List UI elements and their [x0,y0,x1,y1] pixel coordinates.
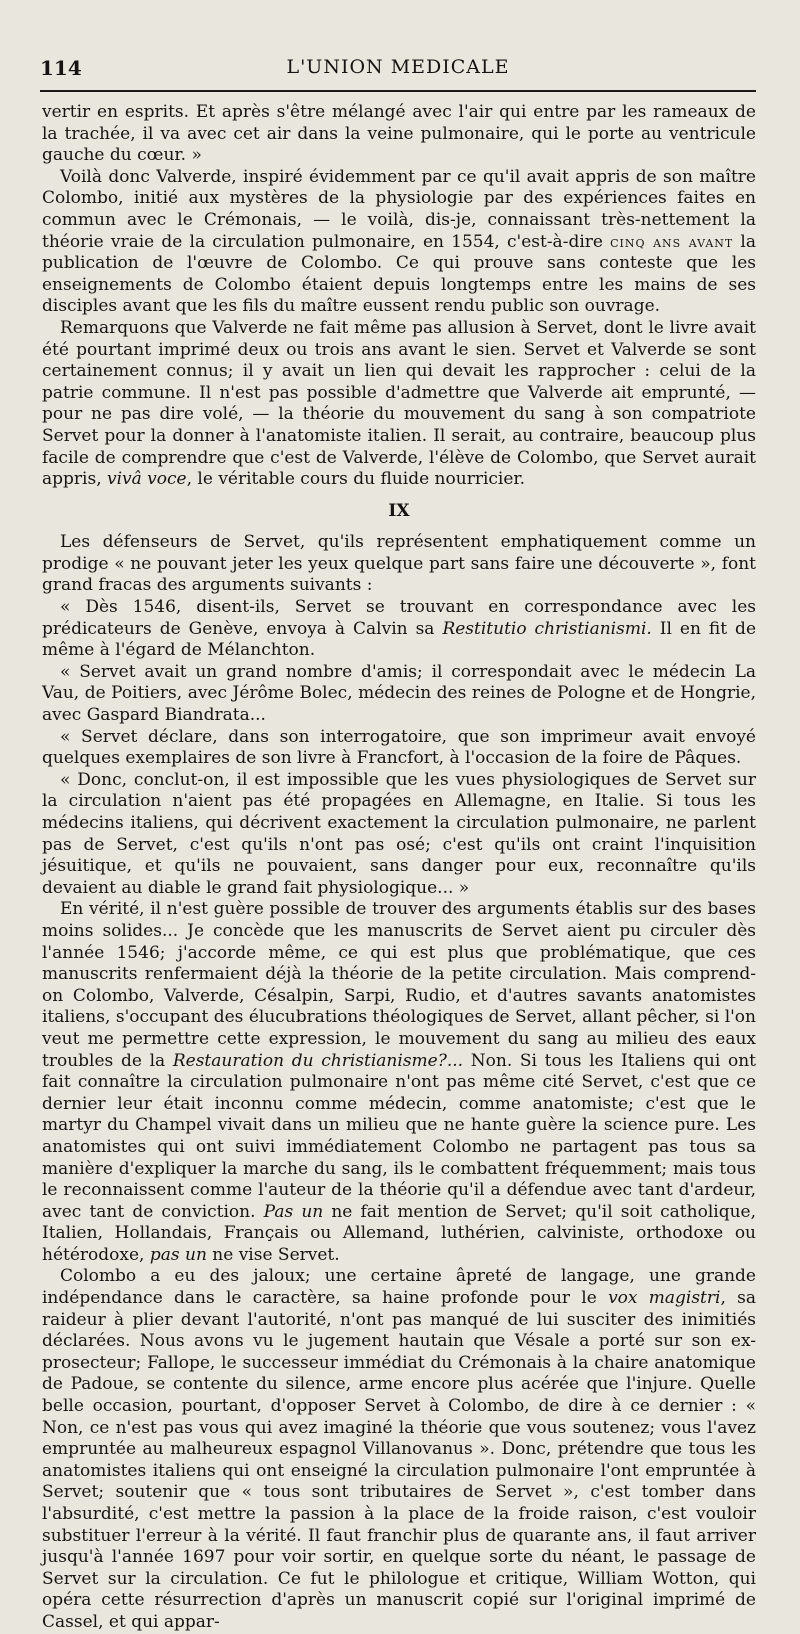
text-run: ne fait mention de Servet; qu'il soit catholique, Italien, Hollandais, Français ou Allemand, luthérien, calviniste, orthodoxe ou hétérodoxe, [42,1201,756,1265]
text-run: « Dès 1546, disent-ils, Servet se trouvant en correspondance avec les prédicateurs de Genève, envoya à Calvin sa [42,597,756,639]
header-rule [40,90,756,92]
text-run: Remarquons que Valverde ne fait même pas allusion à Servet, dont le livre avait été pourtant imprimé deux ou trois ans avant le sien. Servet et Valverde se sont certainement connus; il y avait un lien qui devait les rapprocher : celui de la patrie commune. Il n'est pas possible d'admettre que Valverde ait emprunté, — pour ne pas dire volé, — la théorie du mouvement du sang à son compatriote Servet pour la donner à l'anatomiste italien. Il serait, au contraire, beaucoup plus facile de comprendre que c'est de Valverde, l'élève de Colombo, que Servet aurait appris, [42,317,756,490]
text-run: « Servet déclare, dans son interrogatoire, que son imprimeur avait envoyé quelques exemplaires de son livre à Francfort, à l'occasion de la foire de Pâques. [42,726,756,769]
paragraph [42,318,756,491]
text-run: Les défenseurs de Servet, qu'ils représentent emphatiquement comme un prodige « ne pouvant jeter les yeux quelque part sans faire une découverte », font grand fracas des arguments suivants : [42,532,756,596]
small-caps-phrase: cinq ans avant [610,232,734,251]
text-run: Non. Si tous les Italiens qui ont fait connaître la circulation pulmonaire n'ont pas même cité Servet, c'est que ce dernier leur était inconnu comme médecin, comme anatomiste; c'est que le martyr du Champel vivait dans un milieu que ne hante guère la science pure. Les anatomistes qui ont suivi immédiatement Colombo ne partagent pas tous sa manière d'expliquer la marche du sang, ils le combattent fréquemment; mais tous le reconnaissent comme l'auteur de la théorie qu'il a défendue avec tant d'ardeur, avec tant de conviction. [42,1050,756,1222]
italic-phrase: vox magistri [608,1288,721,1309]
text-run: Colombo a eu des jaloux; une certaine âpreté de langage, une grande indépendance dans le caractère, sa haine profonde pour le [42,1266,756,1309]
paragraph [42,102,756,167]
text-run: , le véritable cours du fluide nourricier. [186,469,526,490]
text-run: En vérité, il n'est guère possible de trouver des arguments établis sur des bases moins solides... Je concède que les manuscrits de Servet aient pu circuler dès l'année 1546; j'accorde même, ce qui est plus que problématique, que ces manuscrits renfermaient déjà la théorie de la petite circulation. Mais comprend-on Colombo, Valverde, Césalpin, Sarpi, Rudio, et d'autres savants anatomistes italiens, s'occupant des élucubrations théologiques de Servet, allant pêcher, si l'on veut me permettre cette expression, le mouvement du sang au milieu des eaux troubles de la [42,899,756,1071]
paragraph [42,727,756,770]
section-heading: IX [388,500,410,521]
running-title: L'UNION MEDICALE [286,56,510,78]
article-body [42,102,756,1634]
text-run: Il en fit de même à l'égard de Mélanchton. [42,618,756,661]
paragraph [42,662,756,727]
italic-phrase: Restauration du christianisme?... [172,1050,464,1071]
text-run: la publication de l'œuvre de Colombo. Ce qui prouve sans conteste que les enseignements de Colombo étaient depuis longtemps entre les mains de ses disciples avant que les fils du maître eussent rendu public son ouvrage. [42,231,757,317]
paragraph [42,899,756,1266]
page-header [40,56,756,84]
italic-phrase: pas un [149,1244,207,1265]
italic-phrase: Restitutio christianismi. [442,618,652,639]
text-run: , sa raideur à plier devant l'autorité, n'ont pas manqué de lui susciter des inimitiés déclarées. Nous avons vu le jugement hautain que Vésale a porté sur son ex-prosecteur; Fallope, le successeur immédiat du Crémonais à la chaire anatomique de Padoue, se contente du silence, arme encore plus acérée que l'injure. Quelle belle occasion, pourtant, d'opposer Servet à Colombo, de dire à ce dernier : « Non, ce n'est pas vous qui avez imaginé la théorie que vous soutenez; vous l'avez empruntée au malheureux espagnol Villanovanus ». Donc, prétendre que tous les anatomistes italiens qui ont enseigné la circulation pulmonaire l'ont empruntée à Servet; soutenir que « tous sont tributaires de Servet », c'est tomber dans l'absurdité, c'est mettre la passion à la place de la froide raison, c'est vouloir substituer l'erreur à la vérité. Il faut franchir plus de quarante ans, il faut arriver jusqu'à l'année 1697 pour voir sortir, en quelque sorte du néant, le passage de Servet sur la circulation. Ce fut le philologue et critique, William Wotton, qui opéra cette résurrection d'après un manuscrit copié sur l'original imprimé de Cassel, et qui appar- [42,1288,756,1632]
paragraph [42,167,756,318]
text-run: Voilà donc Valverde, inspiré évidemment par ce qu'il avait appris de son maître Colombo, initié aux mystères de la physiologie par des expériences faites en commun avec le Crémonais, — le voilà, dis-je, connaissant très-nettement la théorie vraie de la circulation pulmonaire, en 1554, c'est-à-dire [42,166,756,252]
italic-phrase: vivâ voce [107,469,187,490]
text-run: vertir en esprits. Et après s'être mélangé avec l'air qui entre par les rameaux de la trachée, il va avec cet air dans la veine pulmonaire, qui le porte au ventricule gauche du cœur. » [42,102,756,166]
text-run: ne vise Servet. [206,1244,340,1265]
paragraph [42,770,756,900]
paragraph [42,1266,756,1633]
paragraph [42,532,756,597]
text-run: « Servet avait un grand nombre d'amis; il correspondait avec le médecin La Vau, de Poitiers, avec Jérôme Bolec, médecin des reines de Pologne et de Hongrie, avec Gaspard Biandrata... [42,661,756,726]
text-run: « Donc, conclut-on, il est impossible que les vues physiologiques de Servet sur la circulation n'aient pas été propagées en Allemagne, en Italie. Si tous les médecins italiens, qui décrivent exactement la circulation pulmonaire, ne parlent pas de Servet, c'est qu'ils n'ont pas osé; c'est qu'ils ont craint l'inquisition jésuitique, et qu'ils ne pouvaient, sans danger pour eux, reconnaître qu'ils devaient au diable le grand fait physiologique... » [42,769,756,898]
paragraph [42,597,756,662]
italic-phrase: Pas un [263,1201,324,1222]
page-number: 114 [40,56,82,80]
